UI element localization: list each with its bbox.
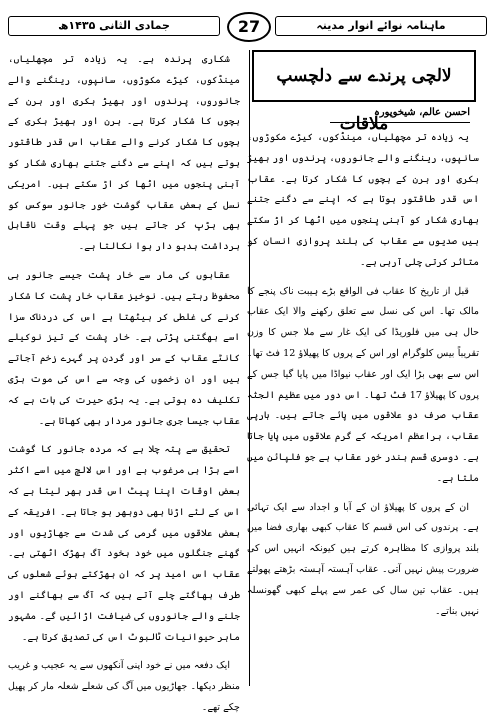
paragraph: ایک دفعہ میں نے خود اپنی آنکھوں سے یہ عجیب و غریب منظر دیکھا۔ جھاڑیوں میں آگ کی شعلے شعلہ مار کر پھیل چکے تھے۔: [8, 660, 240, 713]
article-title: لالچی پرندے سے دلچسپ ملاقات: [252, 50, 476, 102]
paragraph: عقابوں کی مار سے خار پشت جیسے جانور ہی محفوظ رہتے ہیں۔ نوخیز عقاب خار پشت کا شکار کرنے کی غلطی کر بیٹھتا ہے اس کی دردناک سزا اسے بھگتنی پڑتی ہے۔ خار پشت کے تیز نوکیلے کانٹے عقاب کے سر اور گردن پر گہرے زخم آجاتے ہیں اور ان زخموں کی وجہ سے اس کی موت بڑی تکلیف دہ ہوتی ہے۔ یہ بڑی حیرت کی بات ہے کہ عقاب جیسا جری جانور مردار بھی کھاتا ہے۔: [8, 269, 240, 427]
article-author: احسن عالم، شیخوپورہ: [330, 104, 470, 123]
paragraph: قبل از تاریخ کا عقاب فی الواقع بڑے ہیبت ناک پنجے کا مالک تھا۔ اس کی نسل سے تعلق رکھنے والا ایک عقاب حال ہی میں فلوریڈا کی ایک غار سے ملا جس کا وزن تقریباً بیس کلوگرام اور اس کے پروں کا پھیلاؤ 12 فٹ تھا۔ اس سے بھی بڑا ایک اور عقاب نیواڈا میں پایا گیا جس کے پروں کا پھیلاؤ 17 فٹ تھا۔ اس دور میں عظیم الجثہ عقاب صرف دو علاقوں میں پائے جاتے ہیں۔ ہارپی عقاب، براعظم امریکہ کے گرم علاقوں میں پایا جاتا ہے۔ دوسری قسم بندر خور عقاب ہے جو فلپائن میں ملتا ہے۔: [247, 285, 479, 484]
right-column: [247, 128, 479, 680]
paragraph: تحقیق سے پتہ چلا ہے کہ مردہ جانور کا گوشت اسے بڑا ہی مرغوب ہے اور اس لالچ میں اسے اکثر بعض اوقات اپنا پیٹ اس قدر بھر لیتا ہے کہ اس کے لئے اڑنا بھی دوبھر ہو جاتا ہے۔ افریقہ کے بعض علاقوں میں گرمی کی شدت سے جھاڑیوں اور گھنے جنگلوں میں خود بخود آگ بھڑک اٹھتی ہے۔ عقاب اس امید پر کہ ان بھڑکتے ہوئے شعلوں کی طرف بھاگتے چلے آتے ہیں کہ آگ سے بھاگنے اور جلنے والے جانوروں کی ضیافت اڑائیں گے۔ مشہور ماہر حیوانیات ٹالبوٹ اس کی تصدیق کرتا ہے۔: [8, 444, 240, 643]
issue-date: جمادی الثانی ۱۴۳۵ھ: [8, 16, 220, 36]
page-header: [8, 6, 487, 42]
magazine-name: ماہنامہ نوائے انوار مدینہ: [275, 16, 487, 36]
paragraph: شکاری پرندہ ہے۔ یہ زیادہ تر مچھلیاں، مینڈکوں، کیڑے مکوڑوں، سانپوں، رینگنے والے جانوروں، پرندوں اور بھیڑ بکری اور ہرن کے بچوں کا شکار کرتا ہے۔ ہرن اور بھیڑ بکری کے بچوں کا شکار کرنے والے عقاب اس قدر طاقتور ہوتے ہیں کہ اپنے سے دگنے جتنے بھاری شکار کو آہنی پنجوں میں اٹھا کر اڑ سکتے ہیں۔ امریکی نسل کے بعض عقاب گوشت خور جانور سوکس کو بھی ہڑپ کر جاتے ہیں جو پہلے وقت ناقابل برداشت بدبو دار ہوا نکالتا ہے۔: [8, 54, 240, 253]
paragraph: ان کے پروں کا پھیلاؤ ان کے آبا و اجداد سے ایک تہائی ہے۔ پرندوں کی اس قسم کا عقاب کبھی بھاری فضا میں بلند پروازی کا مظاہرہ کرتے ہیں کیونکہ انہیں اس کی ضرورت پیش نہیں آتی۔ عقاب آہستہ آہستہ بڑھتے پھولتے ہیں۔ عقاب تین سال کی عمر سے پہلے کبھی گھونسلہ نہیں بناتے۔: [247, 501, 479, 617]
left-column: [8, 50, 240, 713]
page-number: 27: [227, 12, 271, 42]
paragraph: یہ زیادہ تر مچھلیاں، مینڈکوں، کیڑے مکوڑوں، سانپوں، رینگنے والے جانوروں، پرندوں اور بھیڑ بکری اور ہرن کے بچوں کا شکار کرتا ہے۔ عقاب اس قدر طاقتور ہوتا ہے کہ اپنے سے دگنے جتنے بھاری شکار کو آہنی پنجوں میں اٹھا کر اڑ سکتے ہیں صدیوں سے عقاب کی بلند پروازی انسان کو متاثر کرتی چلی آرہی ہے۔: [247, 132, 479, 268]
